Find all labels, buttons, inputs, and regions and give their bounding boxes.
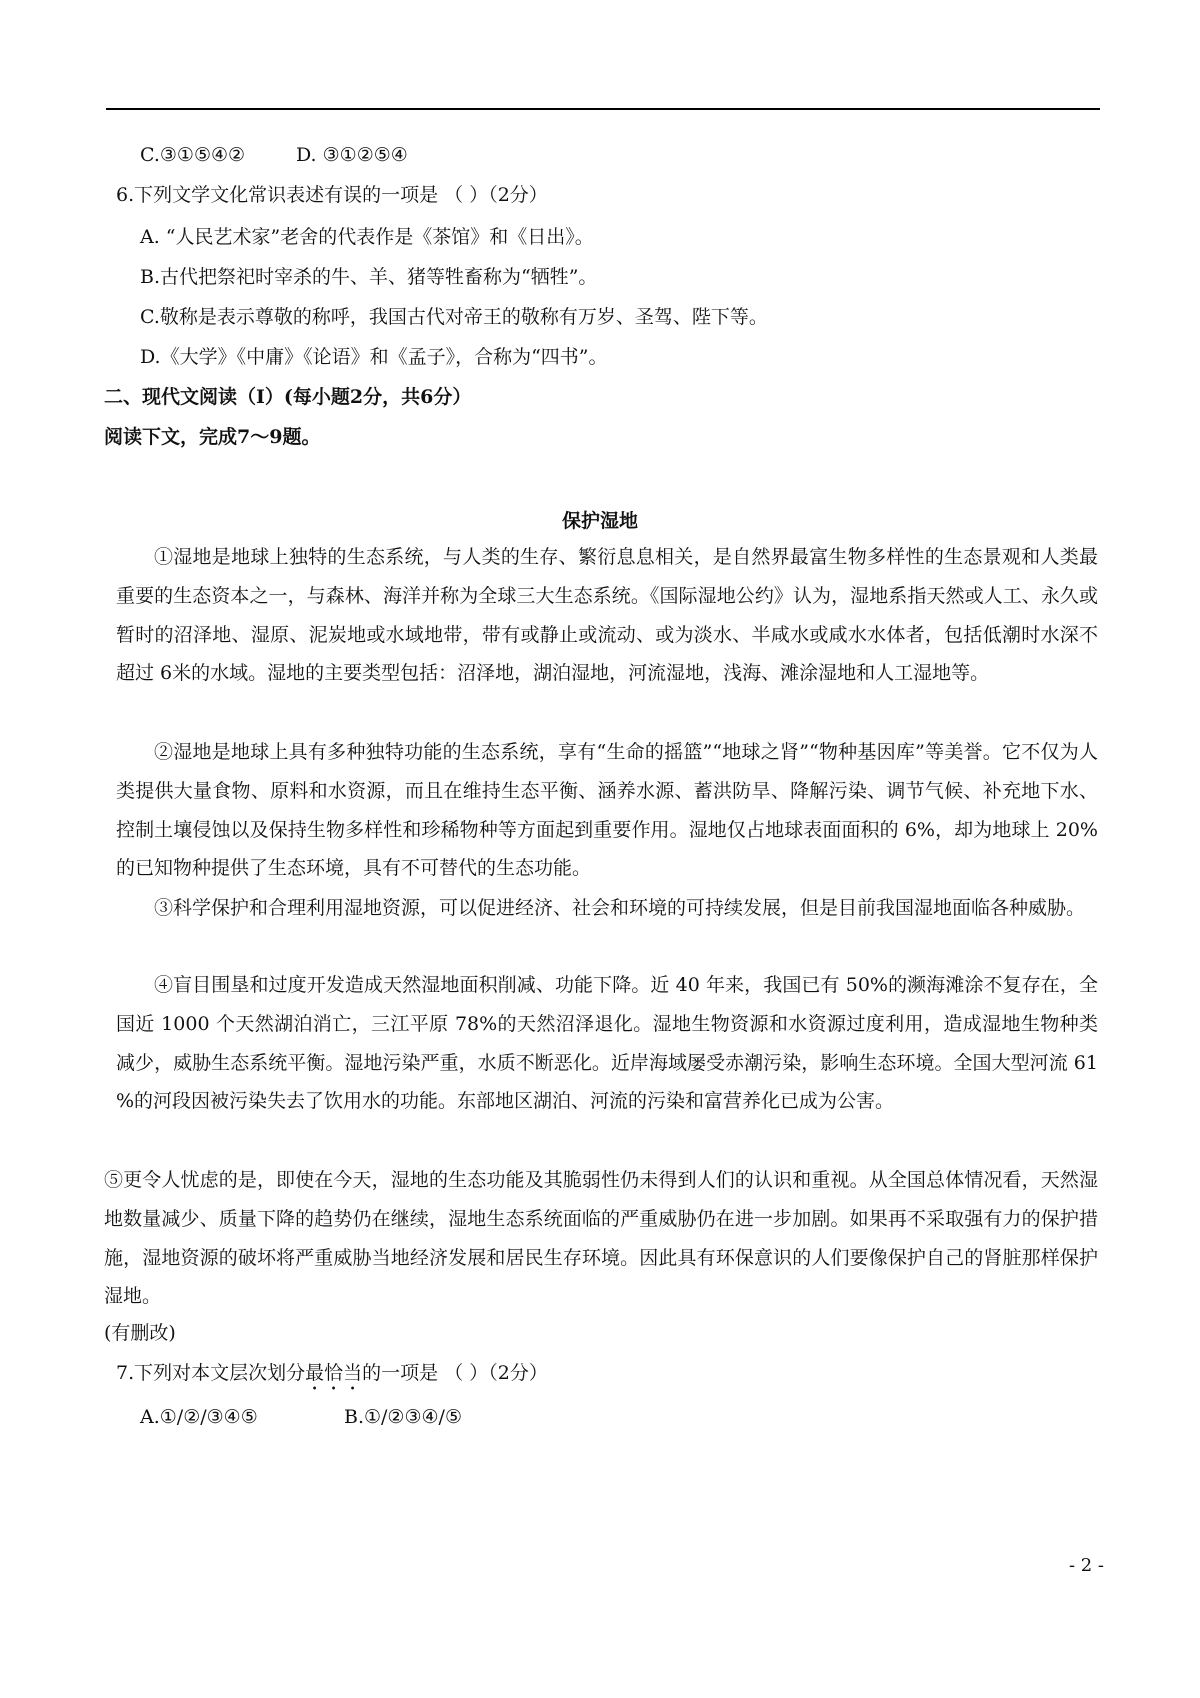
article-title: 保护湿地 <box>561 510 638 532</box>
article-paragraph-2: ②湿地是地球上具有多种独特功能的生态系统，享有“生命的摇篮”“地球之肾”“物种基因库”等美誉。它不仅为人类提供大量食物、原料和水资源，而且在维持生态平衡、涵养水源、蓄洪防旱、降解污染、调节气候、补充地下水、控制土壤侵蚀以及保持生物多样性和珍稀物种等方面起到重要作用。湿地仅占地球表面面积的 6%，却为地球上 20%的已知物种提供了生态环境，具有不可替代的生态功能。 <box>116 741 1098 880</box>
header-rule <box>106 108 1100 110</box>
q7-stem-emphasis: 最恰当 <box>305 1362 363 1384</box>
article-paragraph-1: ①湿地是地球上独特的生态系统，与人类的生存、繁衍息息相关，是自然界最富生物多样性的生态景观和人类最重要的生态资本之一，与森林、海洋并称为全球三大生态系统。《国际湿地公约》认为，湿地系指天然或人工、永久或暂时的沼泽地、湿原、泥炭地或水域地带，带有或静止或流动、或为淡水、半咸水或咸水水体者，包括低潮时水深不超过 6米的水域。湿地的主要类型包括：沼泽地，湖泊湿地，河流湿地，浅海、滩涂湿地和人工湿地等。 <box>116 546 1098 685</box>
q7-stem-end: 的一项是 （ ）（2分） <box>362 1362 548 1384</box>
page-number: - 2 - <box>1068 1555 1104 1576</box>
q6-stem: 6.下列文学文化常识表述有误的一项是 （ ）（2分） <box>116 184 548 206</box>
q6-option-b: B.古代把祭祀时宰杀的牛、羊、猪等牲畜称为“牺牲”。 <box>140 266 598 288</box>
article-paragraph-5: ⑤更令人忧虑的是，即使在今天，湿地的生态功能及其脆弱性仍未得到人们的认识和重视。从全国总体情况看，天然湿地数量减少、质量下降的趋势仍在继续，湿地生态系统面临的严重威胁仍在进一步加剧。如果再不采取强有力的保护措施，湿地资源的破坏将严重威胁当地经济发展和居民生存环境。因此具有环保意识的人们要像保护自己的肾脏那样保护湿地。 <box>104 1169 1098 1308</box>
q5-option-d: D. ③①②⑤④ <box>296 144 408 166</box>
q6-option-d: D.《大学》《中庸》《论语》和《孟子》，合称为“四书”。 <box>140 346 608 368</box>
q7-stem <box>116 1360 548 1395</box>
reading-instruction: 阅读下文，完成7～9题。 <box>104 426 321 448</box>
q6-option-c: C.敬称是表示尊敬的称呼，我国古代对帝王的敬称有万岁、圣驾、陛下等。 <box>140 306 768 328</box>
q7-option-a: A.①/②/③④⑤ <box>140 1406 258 1428</box>
q7-stem-start: 7.下列对本文层次划分 <box>116 1362 306 1384</box>
q6-option-a: A. “人民艺术家”老舍的代表作是《茶馆》和《日出》。 <box>140 226 594 248</box>
edit-note: (有删改) <box>104 1322 176 1344</box>
q7-option-b: B.①/②③④/⑤ <box>344 1406 462 1428</box>
article-paragraph-3: ③科学保护和合理利用湿地资源，可以促进经济、社会和环境的可持续发展，但是目前我国湿地面临各种威胁。 <box>154 897 1086 919</box>
section-heading: 二、现代文阅读（Ⅰ）(每小题2分，共6分） <box>104 386 472 408</box>
q5-option-c: C.③①⑤④② <box>140 144 246 166</box>
article-paragraph-4: ④盲目围垦和过度开发造成天然湿地面积削减、功能下降。近 40 年来，我国已有 50%的濒海滩涂不复存在，全国近 1000 个天然湖泊消亡，三江平原 78%的天然沼泽退化。湿地生物资源和水资源过度利用，造成湿地生物种类减少，威胁生态系统平衡。湿地污染严重，水质不断恶化。近岸海域屡受赤潮污染，影响生态环境。全国大型河流 61 %的河段因被污染失去了饮用水的功能。东部地区湖泊、河流的污染和富营养化已成为公害。 <box>116 974 1098 1113</box>
